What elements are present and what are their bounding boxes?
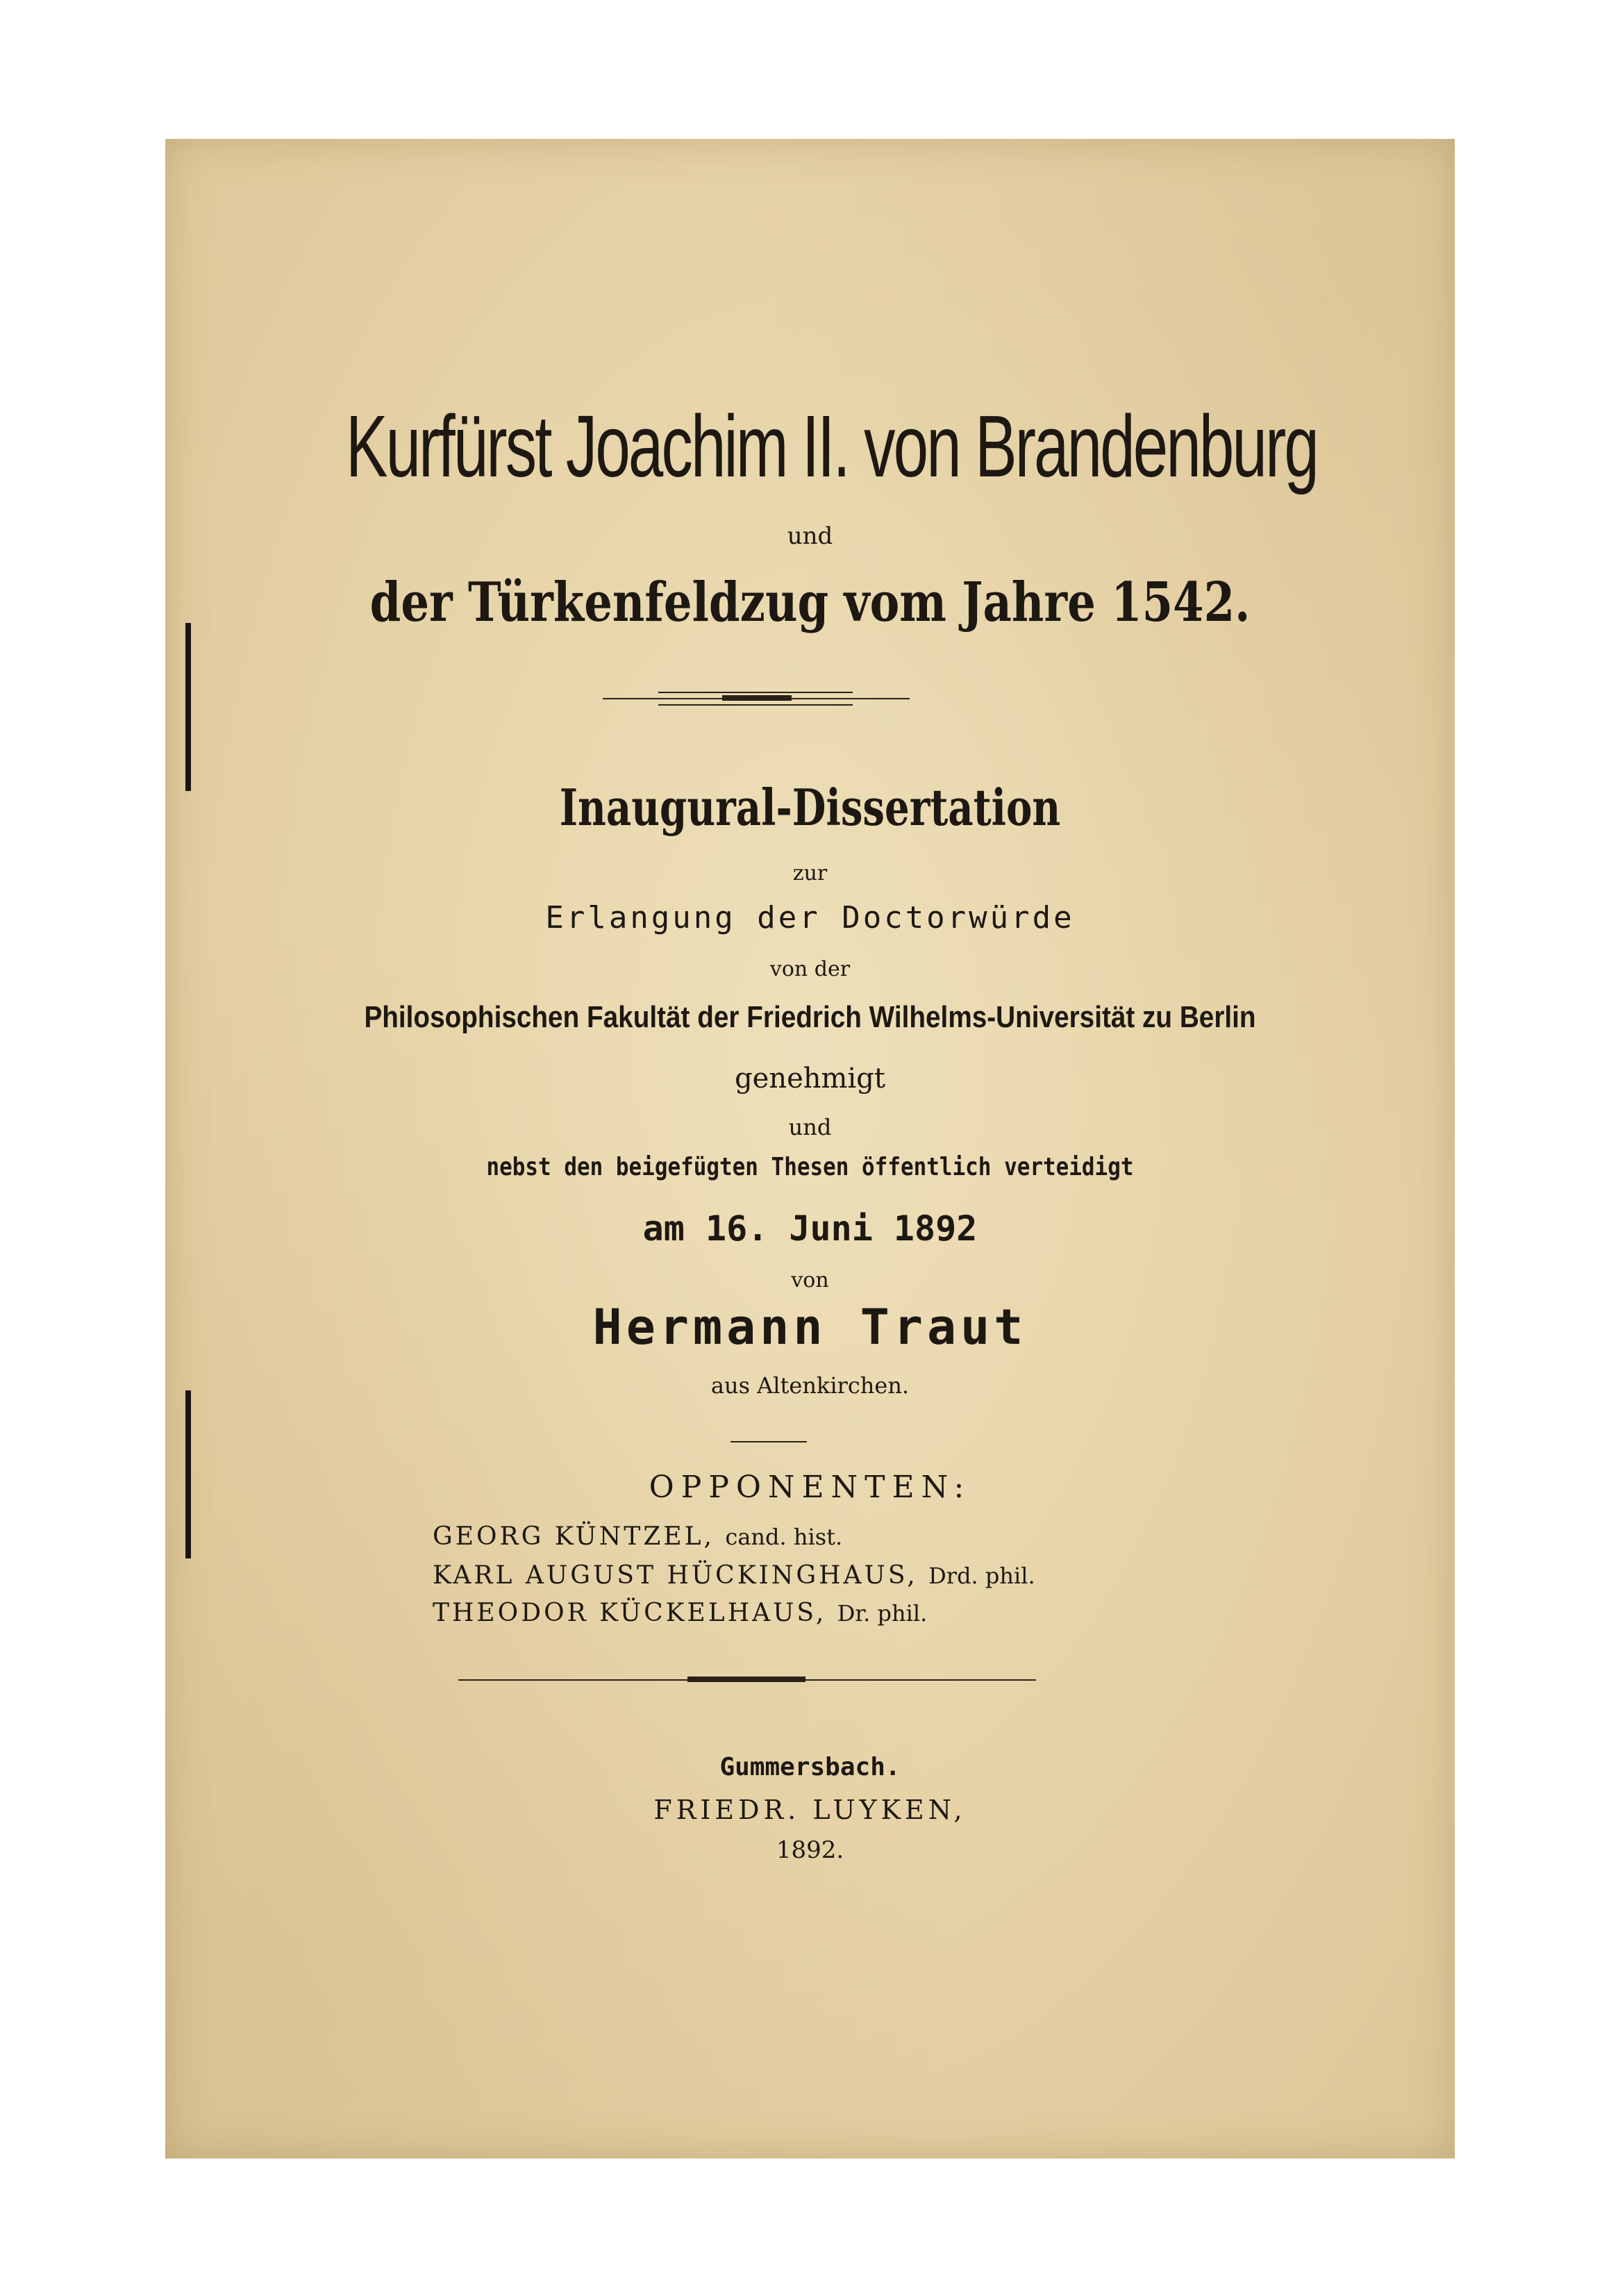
publication-year: 1892. — [776, 1836, 844, 1864]
opponent-3 — [433, 1599, 927, 1627]
conjunction-und-1: und — [787, 522, 833, 550]
ornament-rule-top-upper — [658, 692, 853, 693]
opponent-name: THEODOR KÜCKELHAUS, — [433, 1599, 827, 1627]
publisher: FRIEDR. LUYKEN, — [653, 1795, 967, 1825]
text-zur: zur — [792, 861, 828, 885]
ornament-rule-top-lower — [658, 704, 853, 706]
opponent-degree: cand. hist. — [725, 1524, 843, 1550]
binding-mark-upper — [185, 623, 191, 791]
conjunction-und-2: und — [788, 1114, 832, 1140]
author-name: Hermann Traut — [592, 1299, 1028, 1356]
opponent-name: GEORG KÜNTZEL, — [433, 1522, 715, 1551]
dissertation-heading: Inaugural-Dissertation — [559, 778, 1061, 837]
faculty-line: Philosophischen Fakultät der Friedrich Wilhelms-Universität zu Berlin — [364, 1000, 1256, 1034]
text-erlangung: Erlangung der Doctorwürde — [545, 900, 1075, 935]
ornament-rule-top-center — [722, 695, 792, 701]
text-genehmigt: genehmigt — [735, 1063, 885, 1095]
author-origin: aus Altenkirchen. — [710, 1372, 910, 1399]
text-von: von — [791, 1268, 829, 1292]
opponent-2 — [433, 1561, 1035, 1590]
divider-short — [730, 1441, 807, 1442]
theses-line: nebst den beigefügten Thesen öffentlich verteidigt — [486, 1153, 1134, 1181]
ornament-rule-bottom-center — [687, 1677, 805, 1682]
opponent-1 — [433, 1522, 842, 1551]
opponent-name: KARL AUGUST HÜCKINGHAUS, — [433, 1561, 918, 1590]
opponent-degree: Drd. phil. — [928, 1563, 1035, 1589]
text-von-der: von der — [769, 957, 851, 981]
defense-date: am 16. Juni 1892 — [642, 1208, 978, 1249]
publication-place: Gummersbach. — [719, 1753, 901, 1781]
title-line-2: der Türkenfeldzug vom Jahre 1542. — [369, 571, 1251, 634]
opponent-degree: Dr. phil. — [837, 1600, 928, 1627]
opponents-heading: OPPONENTEN: — [649, 1470, 971, 1505]
title-line-1: Kurfürst Joachim II. von Brandenburg — [345, 397, 1317, 495]
